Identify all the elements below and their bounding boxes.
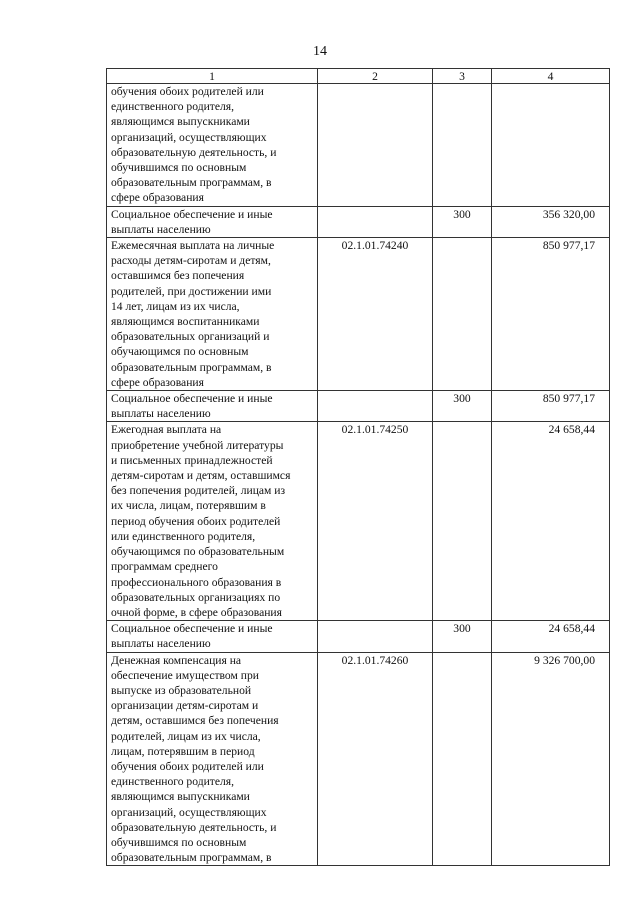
row-name-line: обучения обоих родителей или bbox=[111, 85, 264, 98]
row-name-line: организаций, осуществляющих bbox=[111, 805, 267, 819]
row-name-line: обучающимся по образовательным bbox=[111, 545, 285, 559]
column-header: 4 bbox=[492, 69, 610, 84]
table-row bbox=[107, 238, 610, 391]
row-name-line: образовательным программам, в bbox=[111, 851, 272, 865]
row-name-cell bbox=[107, 206, 318, 237]
budget-table bbox=[106, 68, 610, 866]
row-name-line: обучающимся по основным bbox=[111, 345, 249, 359]
table-row bbox=[107, 206, 610, 237]
row-expense-type-cell: 300 bbox=[433, 391, 492, 422]
row-name-line: выпуске из образовательной bbox=[111, 683, 252, 697]
row-amount-cell: 24 658,44 bbox=[492, 422, 610, 621]
row-name-line: являющимся воспитанниками bbox=[111, 315, 260, 329]
row-name-line: организаций, осуществляющих bbox=[111, 130, 267, 144]
row-name-line: выплаты населению bbox=[111, 637, 211, 651]
row-name-line: детям-сиротам и детям, оставшимся bbox=[111, 469, 291, 483]
table-row bbox=[107, 652, 610, 866]
row-name-line: лицам, потерявшим в период bbox=[111, 744, 255, 758]
row-amount-cell: 24 658,44 bbox=[492, 621, 610, 652]
row-name-cell bbox=[107, 422, 318, 621]
row-name-line: единственного родителя, bbox=[111, 775, 235, 789]
row-name-line: Социальное обеспечение и иные bbox=[111, 207, 273, 221]
row-name-line: образовательную деятельность, и bbox=[111, 820, 277, 834]
row-name-line: обучившимся по основным bbox=[111, 161, 247, 175]
row-expense-type-cell: 300 bbox=[433, 206, 492, 237]
row-name-line: родителей, лицам из их числа, bbox=[111, 729, 261, 743]
row-name-line: выплаты населению bbox=[111, 222, 211, 236]
row-name-line: единственного родителя, bbox=[111, 100, 235, 114]
table-row bbox=[107, 621, 610, 652]
row-code-cell: 02.1.01.74250 bbox=[318, 422, 433, 621]
row-code-cell bbox=[318, 206, 433, 237]
row-code-cell: 02.1.01.74260 bbox=[318, 652, 433, 866]
row-name-line: Социальное обеспечение и иные bbox=[111, 622, 273, 636]
row-expense-type-cell bbox=[433, 238, 492, 391]
row-name-line: обучившимся по основным bbox=[111, 835, 247, 849]
table-row bbox=[107, 84, 610, 207]
row-name-cell bbox=[107, 391, 318, 422]
row-name-line: период обучения обоих родителей bbox=[111, 514, 281, 528]
row-code-cell bbox=[318, 391, 433, 422]
row-name-line: организации детям-сиротам и bbox=[111, 699, 259, 713]
row-name-line: образовательную деятельность, и bbox=[111, 145, 277, 159]
row-name-line: обеспечение имуществом при bbox=[111, 668, 259, 682]
row-name-line: Ежегодная выплата на bbox=[111, 423, 222, 437]
row-name-line: оставшимся без попечения bbox=[111, 269, 245, 283]
row-name-line: образовательным программам, в bbox=[111, 176, 272, 190]
row-name-line: профессионального образования в bbox=[111, 575, 282, 589]
row-name-line: Социальное обеспечение и иные bbox=[111, 392, 273, 406]
row-name-cell bbox=[107, 84, 318, 207]
row-name-line: программам среднего bbox=[111, 560, 218, 574]
row-expense-type-cell bbox=[433, 652, 492, 866]
column-header: 2 bbox=[318, 69, 433, 84]
row-name-line: являющимся выпускниками bbox=[111, 790, 250, 804]
row-name-line: их числа, лицам, потерявшим в bbox=[111, 499, 266, 513]
row-name-line: Ежемесячная выплата на личные bbox=[111, 239, 275, 253]
row-name-line: сфере образования bbox=[111, 375, 204, 389]
row-name-line: очной форме, в сфере образования bbox=[111, 605, 282, 619]
row-name-cell bbox=[107, 621, 318, 652]
row-amount-cell: 9 326 700,00 bbox=[492, 652, 610, 866]
row-name-line: или единственного родителя, bbox=[111, 529, 256, 543]
row-name-line: детям, оставшимся без попечения bbox=[111, 714, 279, 728]
row-name-line: расходы детям-сиротам и детям, bbox=[111, 254, 271, 268]
table-row bbox=[107, 422, 610, 621]
page-number: 14 bbox=[313, 44, 327, 59]
row-name-cell bbox=[107, 652, 318, 866]
row-code-cell bbox=[318, 84, 433, 207]
row-amount-cell: 850 977,17 bbox=[492, 391, 610, 422]
row-name-line: являющимся выпускниками bbox=[111, 115, 250, 129]
row-code-cell: 02.1.01.74240 bbox=[318, 238, 433, 391]
column-header: 1 bbox=[107, 69, 318, 84]
row-name-line: родителей, при достижении ими bbox=[111, 284, 272, 298]
row-expense-type-cell bbox=[433, 422, 492, 621]
row-name-line: выплаты населению bbox=[111, 407, 211, 421]
table-row bbox=[107, 391, 610, 422]
row-name-line: и письменных принадлежностей bbox=[111, 453, 273, 467]
row-name-line: обучения обоих родителей или bbox=[111, 759, 264, 773]
row-name-line: образовательным программам, в bbox=[111, 360, 272, 374]
row-name-line: приобретение учебной литературы bbox=[111, 438, 284, 452]
column-header: 3 bbox=[433, 69, 492, 84]
row-name-line: образовательных организациях по bbox=[111, 590, 281, 604]
row-amount-cell bbox=[492, 84, 610, 207]
table-header-row bbox=[107, 69, 610, 84]
row-name-line: сфере образования bbox=[111, 191, 204, 205]
row-name-line: 14 лет, лицам из их числа, bbox=[111, 299, 240, 313]
row-name-cell bbox=[107, 238, 318, 391]
row-amount-cell: 356 320,00 bbox=[492, 206, 610, 237]
row-code-cell bbox=[318, 621, 433, 652]
row-expense-type-cell bbox=[433, 84, 492, 207]
row-amount-cell: 850 977,17 bbox=[492, 238, 610, 391]
row-name-line: образовательных организаций и bbox=[111, 330, 270, 344]
row-name-line: без попечения родителей, лицам из bbox=[111, 484, 286, 498]
row-expense-type-cell: 300 bbox=[433, 621, 492, 652]
row-name-line: Денежная компенсация на bbox=[111, 653, 242, 667]
